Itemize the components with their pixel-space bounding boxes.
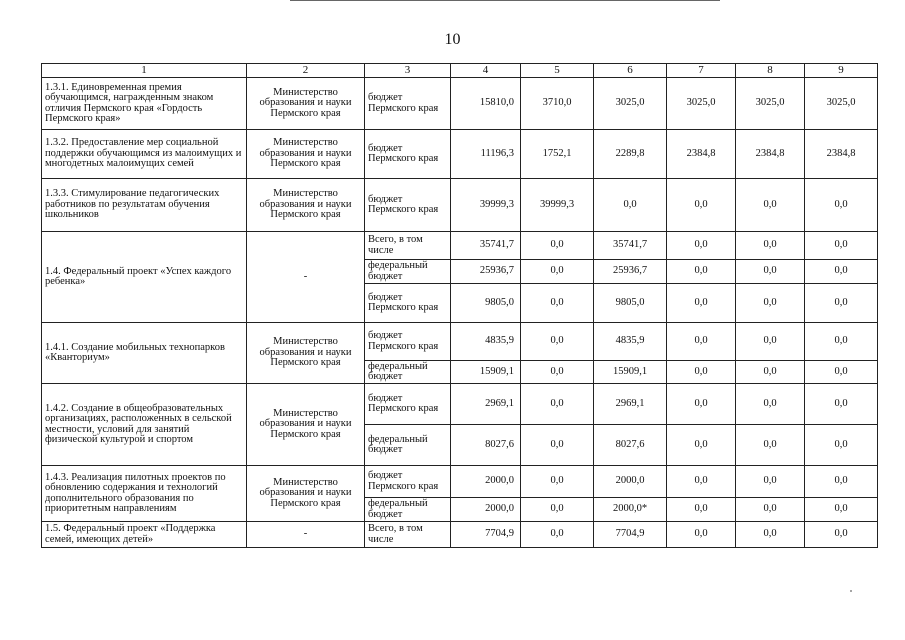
- amount-cell: 1752,1: [521, 130, 594, 179]
- amount-cell: 0,0: [805, 232, 878, 260]
- amount-cell: 0,0: [805, 323, 878, 361]
- amount-cell: 0,0: [736, 425, 805, 466]
- table-row: [42, 323, 878, 361]
- item-name: 1.4.1. Создание мобильных технопарков «Кванториум»: [42, 323, 247, 384]
- amount-cell: 2000,0: [451, 466, 521, 498]
- amount-cell: 0,0: [667, 466, 736, 498]
- funding-source: федеральный бюджет: [365, 361, 451, 384]
- amount-cell: 0,0: [805, 260, 878, 284]
- amount-cell: 7704,9: [594, 522, 667, 548]
- amount-cell: 3025,0: [736, 78, 805, 130]
- amount-cell: 8027,6: [451, 425, 521, 466]
- amount-cell: 35741,7: [451, 232, 521, 260]
- column-header: 9: [805, 64, 878, 78]
- amount-cell: 2384,8: [805, 130, 878, 179]
- header-row: [42, 64, 878, 78]
- funding-source: федеральный бюджет: [365, 260, 451, 284]
- item-name: 1.4.3. Реализация пилотных проектов по обновлению содержания и технологий дополнительного образования по приоритетным направлениям: [42, 466, 247, 522]
- amount-cell: 0,0: [521, 323, 594, 361]
- funding-source: федеральный бюджет: [365, 425, 451, 466]
- amount-cell: 3025,0: [594, 78, 667, 130]
- executor: Министерство образования и науки Пермского края: [247, 323, 365, 384]
- amount-cell: 0,0: [667, 361, 736, 384]
- amount-cell: 0,0: [521, 522, 594, 548]
- column-header: 2: [247, 64, 365, 78]
- amount-cell: 2969,1: [451, 384, 521, 425]
- amount-cell: 0,0: [805, 466, 878, 498]
- amount-cell: 0,0: [736, 284, 805, 323]
- table-row: [42, 78, 878, 130]
- table-row: [42, 232, 878, 260]
- amount-cell: 39999,3: [451, 179, 521, 232]
- amount-cell: 0,0: [667, 260, 736, 284]
- amount-cell: 0,0: [667, 284, 736, 323]
- amount-cell: 0,0: [736, 466, 805, 498]
- amount-cell: 15909,1: [451, 361, 521, 384]
- amount-cell: 2289,8: [594, 130, 667, 179]
- item-name: 1.5. Федеральный проект «Поддержка семей, имеющих детей»: [42, 522, 247, 548]
- amount-cell: 2384,8: [736, 130, 805, 179]
- item-name: 1.3.3. Стимулирование педагогических работников по результатам обучения школьников: [42, 179, 247, 232]
- amount-cell: 0,0: [667, 232, 736, 260]
- amount-cell: 4835,9: [451, 323, 521, 361]
- amount-cell: 0,0: [521, 466, 594, 498]
- amount-cell: 25936,7: [451, 260, 521, 284]
- amount-cell: 0,0: [736, 232, 805, 260]
- amount-cell: 0,0: [667, 323, 736, 361]
- amount-cell: 0,0: [521, 232, 594, 260]
- executor: Министерство образования и науки Пермского края: [247, 179, 365, 232]
- top-rule: [290, 0, 720, 1]
- amount-cell: 0,0: [667, 498, 736, 522]
- funding-source: бюджет Пермского края: [365, 130, 451, 179]
- amount-cell: 8027,6: [594, 425, 667, 466]
- amount-cell: 3025,0: [667, 78, 736, 130]
- amount-cell: 0,0: [805, 361, 878, 384]
- amount-cell: 0,0: [736, 384, 805, 425]
- item-name: 1.3.2. Предоставление мер социальной поддержки обучающимся из малоимущих и многодетных малоимущих семей: [42, 130, 247, 179]
- amount-cell: 0,0: [667, 425, 736, 466]
- executor: -: [247, 232, 365, 323]
- amount-cell: 0,0: [736, 260, 805, 284]
- amount-cell: 3710,0: [521, 78, 594, 130]
- funding-source: бюджет Пермского края: [365, 179, 451, 232]
- amount-cell: 0,0: [521, 284, 594, 323]
- funding-source: бюджет Пермского края: [365, 323, 451, 361]
- amount-cell: 0,0: [805, 522, 878, 548]
- amount-cell: 0,0: [736, 361, 805, 384]
- funding-source: Всего, в том числе: [365, 522, 451, 548]
- funding-source: федеральный бюджет: [365, 498, 451, 522]
- amount-cell: 0,0: [521, 425, 594, 466]
- funding-source: бюджет Пермского края: [365, 384, 451, 425]
- amount-cell: 2969,1: [594, 384, 667, 425]
- amount-cell: 0,0: [667, 522, 736, 548]
- amount-cell: 0,0: [805, 425, 878, 466]
- table-row: [42, 179, 878, 232]
- item-name: 1.3.1. Единовременная премия обучающимся, награжденным знаком отличия Пермского края «Гордость Пермского края»: [42, 78, 247, 130]
- amount-cell: 0,0: [736, 179, 805, 232]
- executor: Министерство образования и науки Пермского края: [247, 130, 365, 179]
- executor: -: [247, 522, 365, 548]
- scan-speck: [850, 590, 852, 592]
- table-row: [42, 522, 878, 548]
- column-header: 6: [594, 64, 667, 78]
- funding-source: бюджет Пермского края: [365, 284, 451, 323]
- amount-cell: 2384,8: [667, 130, 736, 179]
- amount-cell: 0,0: [521, 498, 594, 522]
- page-number: 10: [444, 31, 461, 48]
- amount-cell: 39999,3: [521, 179, 594, 232]
- column-header: 4: [451, 64, 521, 78]
- amount-cell: 0,0: [667, 179, 736, 232]
- amount-cell: 2000,0*: [594, 498, 667, 522]
- amount-cell: 3025,0: [805, 78, 878, 130]
- amount-cell: 15810,0: [451, 78, 521, 130]
- item-name: 1.4. Федеральный проект «Успех каждого ребенка»: [42, 232, 247, 323]
- amount-cell: 0,0: [521, 384, 594, 425]
- column-header: 8: [736, 64, 805, 78]
- executor: Министерство образования и науки Пермского края: [247, 78, 365, 130]
- table-row: [42, 130, 878, 179]
- executor: Министерство образования и науки Пермского края: [247, 384, 365, 466]
- amount-cell: 2000,0: [594, 466, 667, 498]
- item-name: 1.4.2. Создание в общеобразовательных организациях, расположенных в сельской местности, условий для занятий физической культурой и спортом: [42, 384, 247, 466]
- amount-cell: 0,0: [521, 361, 594, 384]
- column-header: 3: [365, 64, 451, 78]
- amount-cell: 4835,9: [594, 323, 667, 361]
- amount-cell: 25936,7: [594, 260, 667, 284]
- executor: Министерство образования и науки Пермского края: [247, 466, 365, 522]
- amount-cell: 0,0: [736, 522, 805, 548]
- amount-cell: 0,0: [805, 284, 878, 323]
- table-row: [42, 466, 878, 498]
- amount-cell: 35741,7: [594, 232, 667, 260]
- funding-source: бюджет Пермского края: [365, 466, 451, 498]
- table-row: [42, 384, 878, 425]
- amount-cell: 0,0: [667, 384, 736, 425]
- column-header: 7: [667, 64, 736, 78]
- amount-cell: 2000,0: [451, 498, 521, 522]
- amount-cell: 0,0: [736, 498, 805, 522]
- amount-cell: 0,0: [805, 384, 878, 425]
- column-header: 5: [521, 64, 594, 78]
- amount-cell: 7704,9: [451, 522, 521, 548]
- amount-cell: 11196,3: [451, 130, 521, 179]
- amount-cell: 0,0: [805, 179, 878, 232]
- amount-cell: 0,0: [805, 498, 878, 522]
- budget-table: [41, 63, 878, 548]
- funding-source: бюджет Пермского края: [365, 78, 451, 130]
- amount-cell: 9805,0: [451, 284, 521, 323]
- amount-cell: 9805,0: [594, 284, 667, 323]
- funding-source: Всего, в том числе: [365, 232, 451, 260]
- column-header: 1: [42, 64, 247, 78]
- amount-cell: 15909,1: [594, 361, 667, 384]
- amount-cell: 0,0: [594, 179, 667, 232]
- amount-cell: 0,0: [521, 260, 594, 284]
- amount-cell: 0,0: [736, 323, 805, 361]
